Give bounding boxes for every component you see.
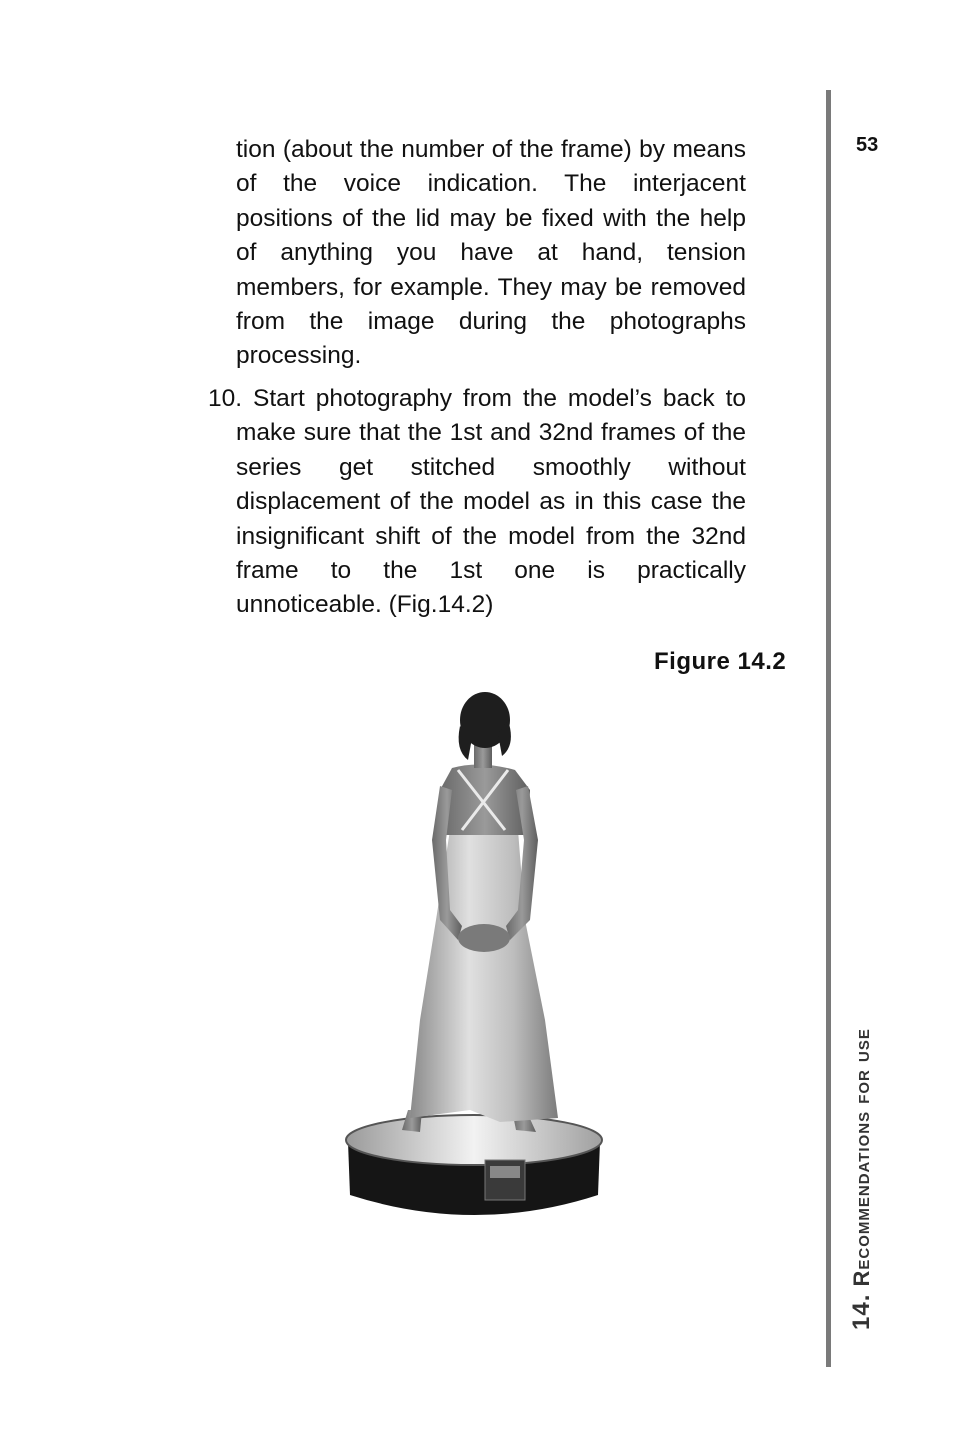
- chapter-side-title: [848, 1028, 876, 1330]
- chapter-title: Recommendations for use: [849, 1028, 874, 1287]
- list-item-10: 10. Start photography from the model’s back to make sure that the 1st and 32nd frames of the series get stitched smoothly without displacement of the model as in this case the insignificant shift of the model from the 32nd frame to the 1st one is practically unnoticeable. (Fig.14.2): [208, 385, 746, 619]
- page-number: 53: [856, 134, 879, 156]
- figure-caption: Figure 14.2: [654, 648, 787, 675]
- side-rule: [826, 90, 831, 1367]
- paragraph-continuation: tion (about the number of the frame) by means of the voice indication. The interjacent positions of the lid may be fixed with the help of anything you have at hand, tension members, for example. They may be removed from the image during the photographs processing.: [236, 136, 746, 370]
- chapter-number: 14.: [848, 1293, 875, 1330]
- figure-image-model-on-turntable: [340, 690, 610, 1230]
